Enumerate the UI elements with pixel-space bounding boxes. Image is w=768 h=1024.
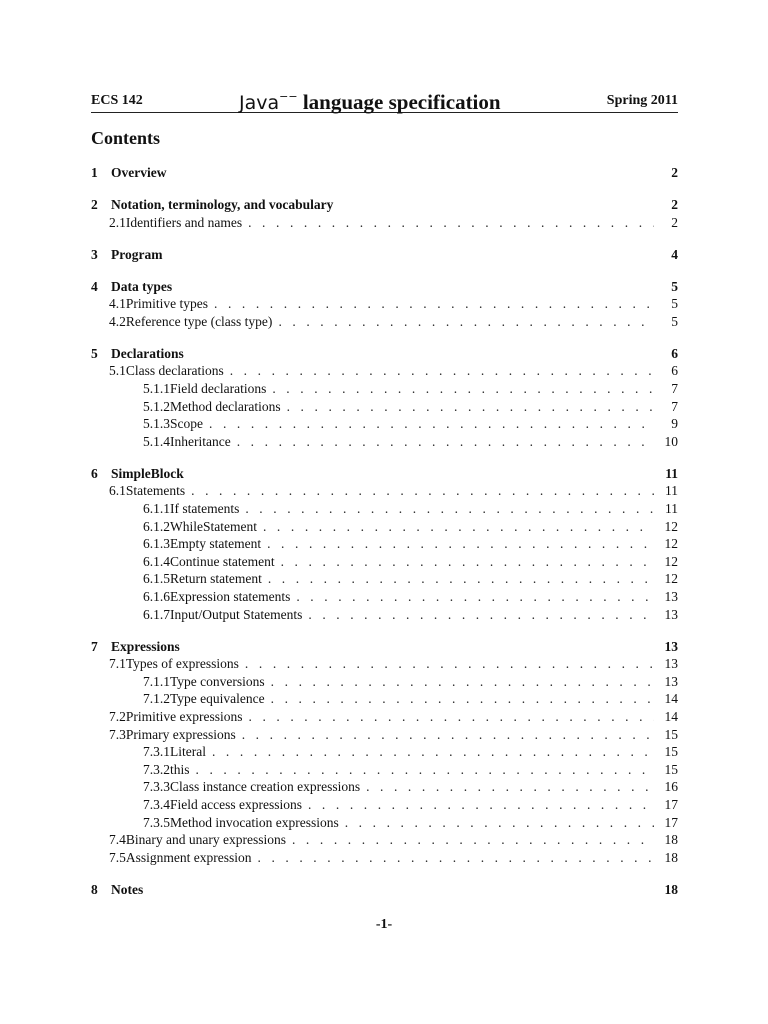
toc-entry-title: Type conversions [170, 673, 265, 689]
toc-entry-leader-dots [248, 214, 654, 232]
toc-entry-number: 7.3.2 [143, 761, 170, 777]
toc-entry-title: Expression statements [170, 589, 291, 604]
toc-entry[interactable] [91, 743, 678, 761]
toc-entry-title: Empty statement [170, 536, 262, 552]
toc-entry-title: Statements [125, 483, 186, 499]
toc-entry-title: Field access expressions [170, 797, 302, 812]
toc-entry-page: 2 [671, 214, 678, 230]
toc-entry-title: Types of expressions [125, 656, 239, 672]
toc-entry-number: 7.3 [109, 726, 126, 742]
toc-entry-page: 5 [671, 296, 678, 312]
term: Spring 2011 [606, 93, 678, 108]
toc-entry-leader-dots [272, 380, 654, 398]
toc-entry[interactable] [91, 814, 678, 832]
toc-entry-page: 17 [664, 797, 678, 812]
toc-entry-page: 13 [664, 589, 678, 604]
toc-entry-number: 7.4 [109, 832, 126, 848]
toc-entry-leader-dots [292, 831, 654, 849]
toc-entry-leader-dots [271, 690, 654, 708]
toc-entry-title: Primitive types [125, 296, 208, 312]
toc-entry-number: 6.1.6 [143, 589, 170, 604]
toc-entry-page: 5 [671, 313, 678, 329]
toc-entry[interactable] [91, 570, 678, 588]
toc-entry[interactable] [91, 164, 678, 182]
toc-entry-page: 16 [664, 779, 678, 795]
toc-entry-number: 7.2 [109, 709, 126, 724]
toc-entry-number: 7.3.4 [143, 797, 170, 812]
toc-entry-title: Program [111, 246, 163, 262]
toc-entry-page: 12 [664, 536, 678, 552]
toc-entry-page: 18 [664, 832, 678, 848]
toc-entry-number: 2.1 [109, 214, 126, 230]
toc-entry[interactable] [91, 313, 678, 331]
contents-heading: Contents [91, 128, 161, 148]
toc-entry-page: 15 [664, 726, 678, 742]
toc-entry-number: 4.2 [109, 313, 126, 329]
toc-entry-number: 7.1 [109, 656, 126, 672]
toc-entry-number: 6.1.5 [143, 571, 170, 587]
toc-entry-page: 12 [664, 571, 678, 587]
toc-entry-number: 5 [91, 345, 98, 361]
toc-entry-page: 7 [671, 381, 678, 396]
toc-entry-number: 6.1.4 [143, 553, 170, 569]
toc-entry-leader-dots [345, 814, 654, 832]
toc-entry-title: Notes [111, 881, 144, 897]
toc-entry-leader-dots [196, 761, 654, 779]
toc-entry[interactable] [91, 433, 678, 451]
toc-entry-page: 11 [665, 501, 678, 516]
toc-entry-page: 12 [664, 553, 678, 569]
toc-entry-leader-dots [209, 415, 654, 433]
toc-entry-leader-dots [271, 673, 654, 691]
toc-entry[interactable] [91, 500, 678, 518]
toc-entry-title: Declarations [111, 345, 184, 361]
toc-entry-page: 6 [671, 345, 678, 361]
toc-entry-leader-dots [230, 362, 654, 380]
toc-entry[interactable] [91, 778, 678, 796]
toc-entry[interactable] [91, 761, 678, 779]
toc-entry-leader-dots [191, 482, 654, 500]
toc-entry-number: 5.1.1 [143, 381, 170, 396]
toc-entry-number: 6.1 [109, 483, 126, 499]
toc-entry-title: Inheritance [170, 433, 231, 449]
toc-entry[interactable] [91, 588, 678, 606]
toc-entry-leader-dots [308, 796, 654, 814]
toc-entry-leader-dots [212, 743, 654, 761]
toc-entry-leader-dots [263, 518, 654, 536]
toc-entry[interactable] [91, 278, 678, 296]
toc-entry-leader-dots [249, 708, 655, 726]
toc-entry-page: 15 [664, 744, 678, 760]
toc-entry[interactable] [91, 518, 678, 536]
toc-entry[interactable] [91, 881, 678, 899]
toc-entry[interactable] [91, 196, 678, 214]
toc-entry-title: Method invocation expressions [170, 814, 339, 830]
toc-entry-page: 2 [671, 197, 678, 212]
toc-entry-title: this [170, 761, 190, 777]
toc-entry-title: Identifiers and names [125, 214, 243, 230]
page-header [91, 86, 678, 113]
toc-entry-number: 4.1 [109, 296, 126, 312]
toc-entry[interactable] [91, 535, 678, 553]
toc-entry-leader-dots [287, 398, 654, 416]
toc-entry[interactable] [91, 690, 678, 708]
toc-entry[interactable] [91, 655, 678, 673]
toc-entry-title: Field declarations [170, 381, 267, 396]
toc-entry-page: 11 [665, 483, 678, 499]
toc-entry-number: 7 [91, 638, 98, 654]
toc-entry-leader-dots [267, 535, 654, 553]
toc-entry-number: 5.1.3 [143, 416, 170, 432]
toc-entry[interactable] [91, 214, 678, 232]
toc-entry[interactable] [91, 482, 678, 500]
toc-entry[interactable] [91, 380, 678, 398]
toc-entry[interactable] [91, 726, 678, 744]
toc-entry-number: 6.1.7 [143, 606, 170, 622]
title-superscript: −− [279, 90, 298, 103]
toc-entry-leader-dots [245, 655, 654, 673]
toc-entry-title: Method declarations [170, 398, 281, 414]
toc-entry-page: 9 [671, 416, 678, 432]
toc-entry[interactable] [91, 415, 678, 433]
toc-entry-leader-dots [268, 570, 654, 588]
toc-entry-number: 7.1.1 [143, 673, 170, 689]
toc-entry-number: 8 [91, 881, 98, 897]
toc-entry-title: Scope [170, 416, 203, 432]
course-code: ECS 142 [91, 93, 143, 108]
toc-entry-page: 13 [664, 606, 678, 622]
toc-entry-page: 14 [664, 709, 678, 724]
toc-entry-page: 7 [671, 398, 678, 414]
toc-entry-page: 11 [665, 465, 678, 481]
toc-entry-number: 7.1.2 [143, 691, 170, 707]
toc-entry-page: 14 [664, 691, 678, 707]
toc-entry-number: 1 [91, 165, 98, 180]
toc-entry-number: 3 [91, 246, 98, 262]
toc-entry-leader-dots [278, 313, 654, 331]
toc-entry-title: Overview [111, 165, 167, 180]
toc-entry-number: 6.1.2 [143, 518, 170, 534]
toc-entry-title: Return statement [170, 571, 262, 587]
toc-entry[interactable] [91, 673, 678, 691]
toc-entry-leader-dots [366, 778, 654, 796]
toc-entry-title: Expressions [111, 638, 180, 654]
toc-entry-title: SimpleBlock [111, 465, 184, 481]
toc-entry-number: 7.3.5 [143, 814, 170, 830]
toc-entry-title: Literal [170, 744, 206, 760]
toc-entry[interactable] [91, 553, 678, 571]
toc-entry[interactable] [91, 638, 678, 656]
toc-entry-number: 5.1 [109, 363, 126, 379]
toc-entry[interactable] [91, 606, 678, 624]
toc-entry-number: 7.3.3 [143, 779, 170, 795]
toc-entry-title: Primitive expressions [125, 709, 243, 724]
toc-entry-leader-dots [296, 588, 654, 606]
toc-entry-title: Type equivalence [170, 691, 265, 707]
title-rest: language specification [302, 90, 501, 114]
toc-entry-page: 12 [664, 518, 678, 534]
toc-entry[interactable] [91, 295, 678, 313]
toc-entry[interactable] [91, 345, 678, 363]
toc-entry-page: 17 [664, 814, 678, 830]
toc-entry-title: Continue statement [170, 553, 275, 569]
toc-entry-title: Class instance creation expressions [170, 779, 361, 795]
toc-entry-page: 13 [664, 638, 678, 654]
toc-entry-leader-dots [281, 553, 654, 571]
toc-entry[interactable] [91, 708, 678, 726]
toc-entry-page: 13 [664, 656, 678, 672]
toc-entry-number: 6.1.3 [143, 536, 170, 552]
toc-entry-page: 13 [664, 673, 678, 689]
toc-entry[interactable] [91, 796, 678, 814]
toc-entry-title: Reference type (class type) [125, 313, 273, 329]
toc-entry-leader-dots [308, 606, 654, 624]
toc-entry-number: 2 [91, 197, 98, 212]
toc-entry-page: 10 [664, 433, 678, 449]
toc-entry-title: Data types [111, 278, 173, 294]
toc-entry-number: 5.1.4 [143, 433, 170, 449]
toc-entry-number: 6 [91, 465, 98, 481]
toc-entry[interactable] [91, 246, 678, 264]
toc-entry-title: WhileStatement [170, 518, 257, 534]
toc-entry-title: If statements [170, 501, 240, 516]
title-language: Java [239, 92, 280, 114]
toc-entry-title: Input/Output Statements [170, 606, 303, 622]
toc-entry[interactable] [91, 465, 678, 483]
page-number: -1- [375, 917, 393, 932]
toc-entry-title: Binary and unary expressions [125, 832, 286, 848]
toc-entry-leader-dots [258, 849, 655, 867]
toc-entry-number: 7.5 [109, 849, 126, 865]
toc-entry-title: Class declarations [125, 363, 224, 379]
toc-entry-number: 5.1.2 [143, 398, 170, 414]
toc-entry-page: 6 [671, 363, 678, 379]
toc-entry-page: 5 [671, 278, 678, 294]
toc-entry-page: 18 [664, 881, 678, 897]
toc-entry-number: 4 [91, 278, 98, 294]
toc-entry-page: 4 [671, 246, 678, 262]
toc-entry-leader-dots [237, 433, 654, 451]
toc-entry[interactable] [91, 362, 678, 380]
toc-entry-page: 2 [671, 165, 678, 180]
toc-entry[interactable] [91, 398, 678, 416]
toc-entry[interactable] [91, 849, 678, 867]
toc-entry-title: Notation, terminology, and vocabulary [111, 197, 334, 212]
toc-entry-leader-dots [245, 500, 654, 518]
toc-entry-number: 7.3.1 [143, 744, 170, 760]
toc-entry-leader-dots [214, 295, 654, 313]
toc-entry-title: Assignment expression [125, 849, 252, 865]
toc-entry-page: 18 [664, 849, 678, 865]
toc-entry-number: 6.1.1 [143, 501, 170, 516]
toc-entry-leader-dots [242, 726, 654, 744]
document-title [239, 90, 501, 115]
toc-entry-title: Primary expressions [125, 726, 236, 742]
toc-entry[interactable] [91, 831, 678, 849]
toc-entry-page: 15 [664, 761, 678, 777]
